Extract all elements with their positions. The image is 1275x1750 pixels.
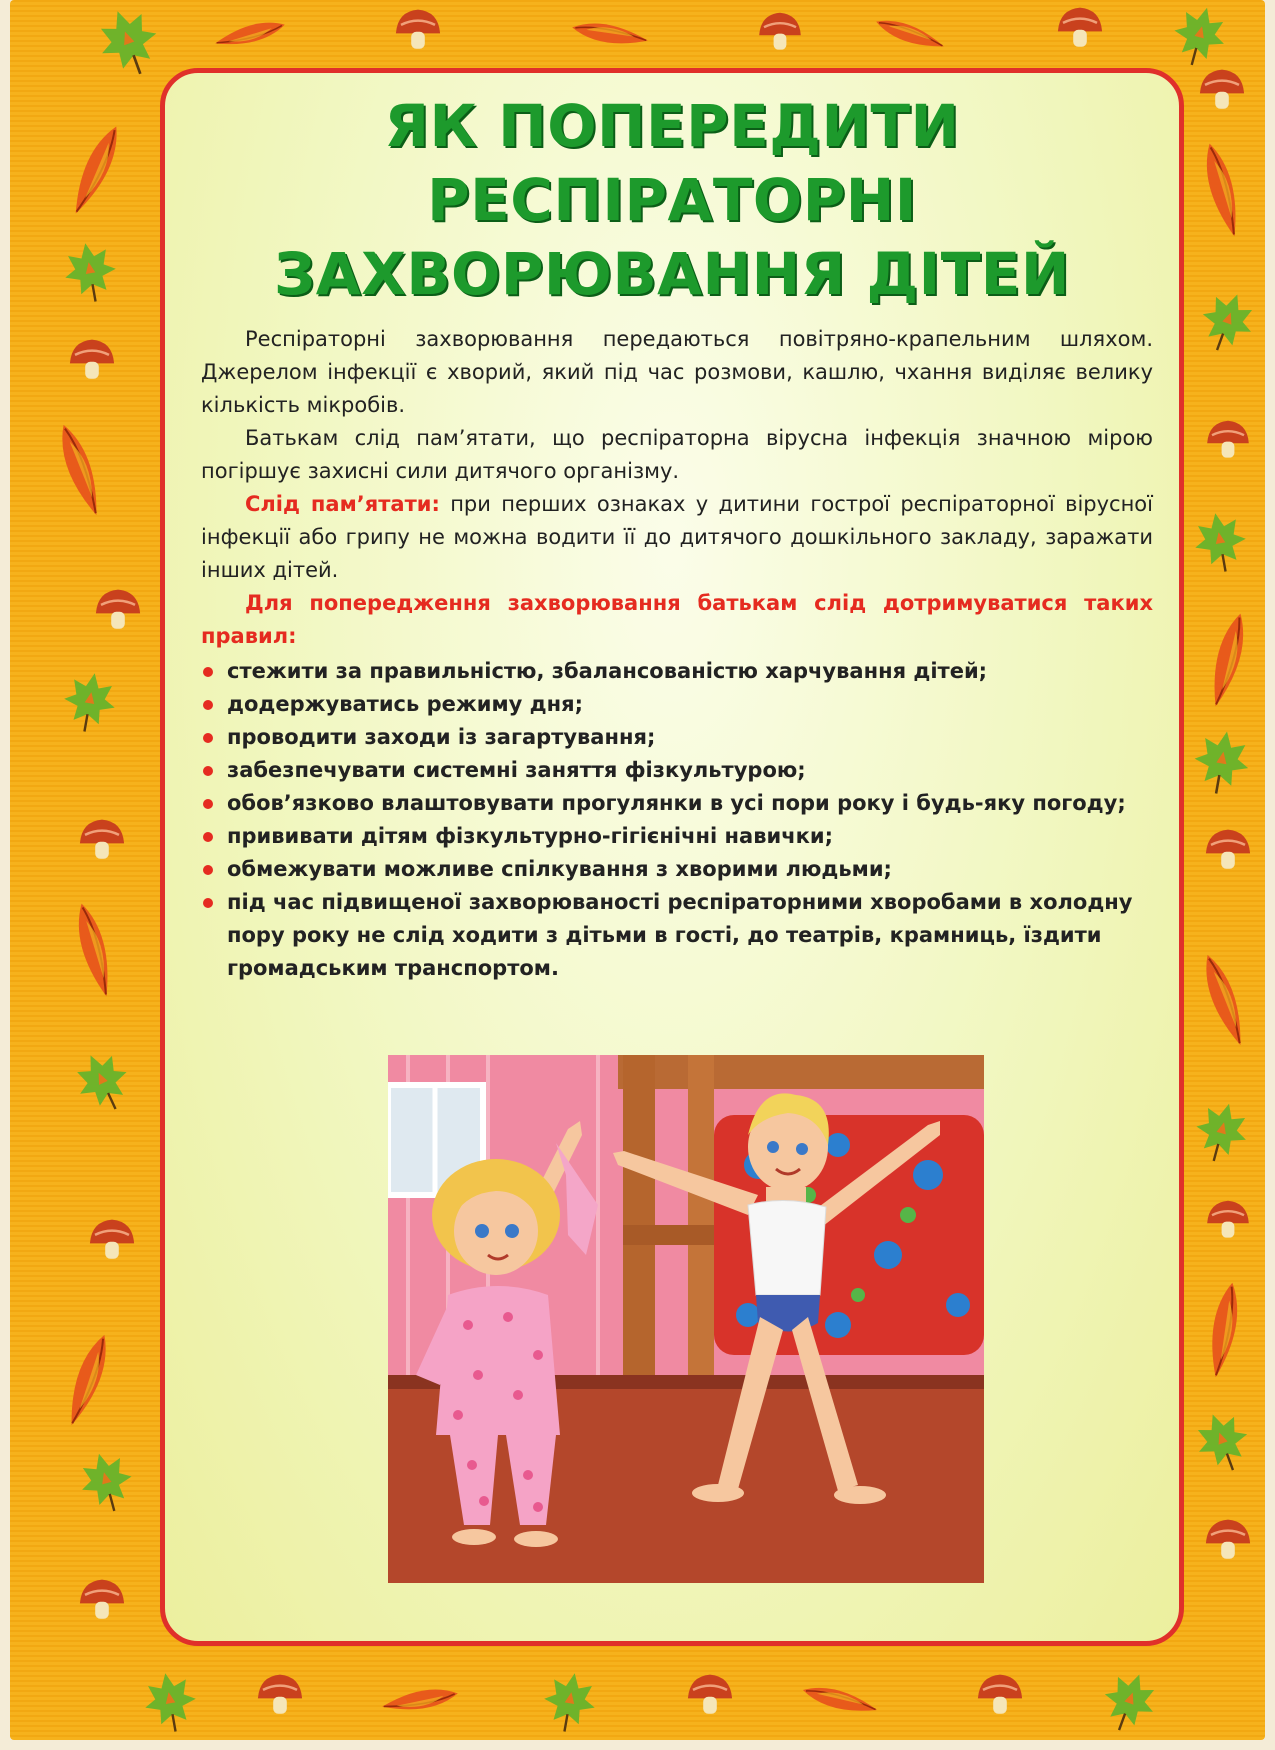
autumn-leaf-icon — [71, 901, 117, 999]
page-title — [165, 89, 1179, 311]
maple-leaf-icon — [539, 1669, 600, 1736]
maple-leaf-icon — [1190, 509, 1251, 576]
maple-leaf-icon — [1167, 1, 1232, 71]
mushroom-icon — [978, 1675, 1022, 1714]
bullet-icon — [203, 799, 213, 809]
autumn-leaf-icon — [1205, 1281, 1243, 1379]
rule-text: додержуватись режиму дня; — [227, 692, 583, 716]
mushroom-icon — [1206, 1520, 1250, 1559]
maple-leaf-icon — [1095, 1666, 1163, 1739]
autumn-leaf-icon — [61, 1331, 115, 1429]
autumn-leaf-icon — [53, 421, 107, 519]
maple-leaf-icon — [1189, 1097, 1254, 1167]
mushroom-icon — [258, 1675, 302, 1714]
maple-leaf-icon — [74, 1447, 139, 1517]
warning-text: при перших ознаках у дитини гострої респіраторної вірусної інфекції або грипу не можна водити її до дитячого дошкільного закладу, заражати інших дітей. — [201, 492, 1153, 582]
mushroom-icon — [1206, 830, 1250, 869]
intro-paragraph: Респіраторні захворювання передаються повітряно-крапельним шляхом. Джерелом інфекції є хворий, який під час розмови, кашлю, чхання виділяє велику кількість мікробів. — [201, 327, 1153, 417]
autumn-leaf-icon — [213, 17, 287, 52]
bullet-icon — [203, 733, 213, 743]
autumn-leaf-icon — [1205, 611, 1251, 709]
mushroom-icon — [759, 13, 801, 50]
content-panel — [160, 68, 1184, 1646]
maple-leaf-icon — [60, 239, 121, 306]
list-item — [201, 688, 1153, 721]
warning-paragraph — [201, 488, 1153, 587]
list-item — [201, 655, 1153, 688]
autumn-leaf-icon — [1197, 951, 1251, 1049]
poster-sheet — [10, 0, 1265, 1740]
warning-lead: Слід пам’ятати: — [245, 492, 440, 516]
mushroom-icon — [70, 340, 114, 379]
rule-text: під час підвищеної захворюваності респіраторними хворобами в холодну пору року не слід ходити з дітьми в гості, до театрів, крамниць, їздити громадським транспортом. — [227, 890, 1133, 980]
maple-leaf-icon — [59, 669, 120, 736]
autumn-leaf-icon — [571, 19, 650, 50]
mushroom-icon — [80, 1580, 124, 1619]
mushroom-icon — [688, 1675, 732, 1714]
rule-text: стежити за правильністю, збалансованістю харчування дітей; — [227, 659, 988, 683]
rules-list — [201, 655, 1153, 985]
rule-text: проводити заходи із загартування; — [227, 725, 656, 749]
bullet-icon — [203, 898, 213, 908]
mushroom-icon — [90, 1220, 134, 1259]
rule-text: прививати дітям фізкультурно-гігієнічні навички; — [227, 824, 833, 848]
autumn-leaf-icon — [381, 1685, 460, 1716]
autumn-leaf-icon — [873, 14, 946, 54]
list-item — [201, 886, 1153, 985]
bullet-icon — [203, 700, 213, 710]
rule-text: обмежувати можливе спілкування з хворими людьми; — [227, 857, 892, 881]
autumn-leaf-icon — [801, 1682, 880, 1719]
mushroom-icon — [1207, 1201, 1249, 1238]
mushroom-icon — [80, 820, 124, 859]
bullet-icon — [203, 832, 213, 842]
list-item — [201, 754, 1153, 787]
rules-intro: Для попередження захворювання батькам слід дотримуватися таких правил: — [201, 591, 1153, 648]
mushroom-icon — [396, 10, 440, 49]
mushroom-icon — [1058, 8, 1102, 47]
maple-leaf-icon — [1193, 286, 1261, 359]
mushroom-icon — [1207, 421, 1249, 458]
children-exercising-illustration — [388, 1055, 984, 1583]
maple-leaf-icon — [90, 1, 167, 83]
title-line-3: ЗАХВОРЮВАННЯ ДІТЕЙ — [274, 240, 1070, 308]
parents-paragraph: Батькам слід пам’ятати, що респіраторна вірусна інфекція значною мірою погіршує захисні сили дитячого організму. — [201, 426, 1153, 483]
maple-leaf-icon — [1189, 727, 1253, 798]
mushroom-icon — [96, 590, 140, 629]
rule-text: обов’язково влаштовувати прогулянки в усі пори року і будь-яку погоду; — [227, 791, 1126, 815]
autumn-leaf-icon — [66, 122, 127, 218]
bullet-icon — [203, 865, 213, 875]
maple-leaf-icon — [140, 1669, 201, 1736]
list-item — [201, 820, 1153, 853]
autumn-leaf-icon — [1199, 141, 1245, 239]
list-item — [201, 721, 1153, 754]
mushroom-icon — [1200, 70, 1244, 109]
list-item — [201, 787, 1153, 820]
maple-leaf-icon — [67, 1045, 138, 1120]
rule-text: забезпечувати системні заняття фізкультурою; — [227, 758, 806, 782]
title-line-1: ЯК ПОПЕРЕДИТИ — [384, 92, 960, 160]
maple-leaf-icon — [1189, 1406, 1257, 1479]
article-body — [201, 323, 1153, 985]
title-line-2: РЕСПІРАТОРНІ — [427, 166, 917, 234]
bullet-icon — [203, 667, 213, 677]
list-item — [201, 853, 1153, 886]
bullet-icon — [203, 766, 213, 776]
